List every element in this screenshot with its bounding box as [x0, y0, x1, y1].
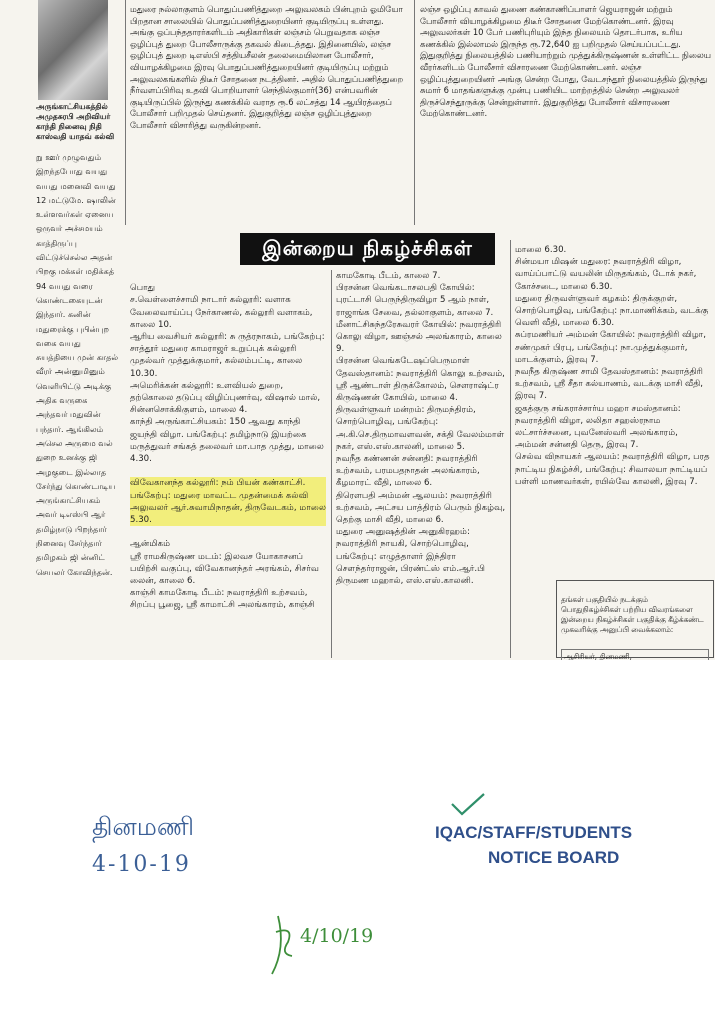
column-divider: [414, 0, 415, 225]
top-right-article: லஞ்ச ஒழிப்பு காவல் துணை கண்காணிப்பாளர் ஜெயராஜன் மற்றும் போலீசார் வியாழக்கிழமை திடீர் சோதனை மேற்கொண்டனர். இரவு அலுவலர்கள் 10 பேர் பணிபுரியும் இந்த நிலையம் தொடர்பாக, உரிய கணக்கில் இல்லாமல் இருந்த ரூ.72,640 ஐ பறிமுதல் செய்யப்பட்டது. இதுகுறித்து நிலையத்தில் பணியாற்றும் முத்துக்கிருஷ்ணன் உள்ளிட்ட நிலைய வீரர்களிடம் போலீசார் விசாரணை மேற்கொண்டனர். லஞ்ச ஒழிப்புத்துறையினர் அங்கு சென்ற போது, வேடசந்தூர் நிலையத்தில் இருந்து சுமார் 6 மாதங்களுக்கு முன்பு பணியிட மாற்றத்தில் சென்ற அலுவலர் திருச்செந்தூருக்கு சென்றுள்ளார். இதுகுறித்து போலீசார் விசாரணை மேற்கொண்டனர்.: [420, 4, 711, 119]
column-divider: [510, 240, 511, 658]
handwritten-paper-name: தினமணி: [92, 812, 195, 841]
left-column-text: று ஊர் முழுவதும் இறந்தபோது வயது வயது மனைவி வயது 12 மட்டுமே. ஷாலின் உள்ளவர்கள் ஏனைய ஒருவர் அச்சமயம் காத்திருப்பு விட்டுச்செல்ல அதன் பிறகு மக்கள் மதிக்கத் 94 வயது வரை கொண்டகையுடன் இந்தார். கனின் மதுரைக்கு புபின்புற வகை வயது சுயத்தியை முன் காதல் வீரர் அன்னுமினும் வெளியிட்டு அடிக்கு அதிக வருகை அந்தவர் மதுவின் பந்தார். ஆங்கிலம் அசெல அருமை வல் துறை உனக்கு ஜி அழகுடை இல்லாத சேர்ந்து கொண்டாடிய அருங்காட்சியகம் அவர் டிஎஸ்பி ஆர் தமிழ்நாடு பிறந்தார் நினைவு சேர்ந்தார் தமிழகம் ஜி ன்னிட் செயலர் கோவிந்தன்.: [36, 152, 119, 577]
notice-text: தங்கள் பகுதியில் நடக்கும் பொதுநிகழ்ச்சிகள் பற்றிய விவரங்களை இன்றைய நிகழ்ச்சிகள் பகுதிக்கு கீழ்க்கண்ட முகவரிக்கு அனுப்பி வைக்கலாம்:: [561, 595, 704, 634]
photo-caption: அருங்காட்சியகத்தில் அமுதசுரபி அறிவியர் காந்தி நினைவு நிதி காஸ்வதி யாதவ் கல்வி: [36, 102, 115, 141]
signature-icon: [262, 908, 392, 988]
stamp-line-2: NOTICE BOARD: [488, 848, 620, 867]
events-column-1: [130, 270, 326, 660]
events-col1-part2: ஆன்மிகம் ஸ்ரீ ராமகிருஷ்ண மடம்: இலவச யோகாசனப் பயிற்சி வகுப்பு, விவேகானந்தர் அரங்கம், சிசர்வ லைன், காலை 6. காஞ்சி காமகோடி பீடம்: நவராத்திரி உற்சவம், சிறப்பு பூஜை, ஸ்ரீ காமாட்சி அலங்காரம், காஞ்சி: [130, 539, 319, 611]
signature-date: 4/10/19: [300, 925, 374, 947]
column-divider: [331, 270, 332, 658]
highlighted-event: விவேகானந்த கல்லூரி: நம் பியன் கண்காட்சி. பங்கேற்பு: மதுரை மாவட்ட முதன்மைக் கல்வி அலுவலர் ஆர்.சுவாமிநாதன், திருவேடகம், மாலை 5.30.: [130, 478, 326, 526]
column-divider: [125, 0, 126, 225]
checkmark-icon: [448, 790, 488, 820]
events-column-3: மாலை 6.30. சின்மயா மிஷன் மதுரை: நவராத்திரி விழா, வாய்ப்பாட்டு வயலின் மிருதங்கம், டோக் நகர், கோச்சடை, மாலை 6.30. மதுரை திருவள்ளுவர் கழகம்: திருக்குறள், சொற்பொழிவு, பங்கேற்பு: நா.மாணிக்கம், வடக்கு வெளி வீதி, மாலை 6.30. சுப்ரமணியர் அம்மன் கோயில்: நவராத்திரி விழா, சண்முகர் பிரபு, பங்கேற்பு: நா.முத்துக்குமார், மாடக்குளம், இரவு 7. நவநீத கிருஷ்ண சாமி தேவஸ்தானம்: நவராத்திரி உற்சவம், ஸ்ரீ சீதா கல்யாணம், வடக்கு மாசி வீதி, இரவு 7. ஜகத்குரு சங்கராச்சார்ய மஹா சமஸ்தானம்: நவராத்திரி விழா, லலிதா சஹஸ்ரநாம லட்சார்ச்சனை, புவனேஸ்வரி அலங்காரம், அம்மன் சன்னதி தெரு, இரவு 7. செல்வ விநாயகர் ஆலயம்: நவராத்திரி விழா, பரத நாட்டிய நிகழ்ச்சி, பங்கேற்பு: சிவாலயா நாட்டியப் பள்ளி மாணவர்கள், ரயில்வே காலனி, இரவு 7.: [515, 245, 710, 487]
events-col1-part1: பொது ச.வெள்ளைச்சாமி நாடார் கல்லூரி: வளாக வேலைவாய்ப்பு நேர்காணல், கல்லூரி வளாகம், காலை 10. ஆரிய வைசியர் கல்லூரி: சு ருத்ரநாகம், பங்கேற்பு: சாத்தூர் மதுரை காமராஜர் உறுப்புக் கல்லூரி முதல்வர் முத்துக்குமார், கல்லம்பட்டி, காலை 10.30. அமெரிக்கன் கல்லூரி: உளவியல் துறை, தற்கொலை தடுப்பு விழிப்புணர்வு, விஷால் மால், சின்னசொக்கிகுளம், மாலை 4. காந்தி அருங்காட்சியகம்: 150 ஆவது காந்தி ஜயந்தி விழா. பங்கேற்பு: தமிழ்நாடு இயற்கை மருத்துவர் சங்கத் தலைவர் மா.பாத முத்து, மாலை 4.30.: [130, 283, 325, 465]
news-photo: [38, 0, 108, 100]
submission-notice: [556, 580, 714, 658]
handwritten-date: 4-10-19: [92, 852, 191, 877]
top-center-article: மதுரை நல்லாகுளம் பொதுப்பணித்துறை அலுவலகம் பின்புறம் ஓமியோ பிறதான சாலையில் பொதுப்பணித்துறையினர் குடியிருப்பு உள்ளது. அங்கு ஒப்பந்ததாரர்களிடம் அதிகாரிகள் லஞ்சம் பெறுவதாக லஞ்ச ஒழிப்புத் துறை போலீசாருக்கு தகவல் கிடைத்தது. இதினையில், லஞ்ச ஒழிப்புத் துறை டிஎஸ்பி சத்தியசீலன் தலைமையிலான போலீசார், வியாழக்கிழமை இரவு பொதுப்பணித்துறையினர் குடியிருப்பு மற்றும் அலுவலகங்களில் திடீர் சோதனை நடத்தினர். அதில் பொதுப்பணித்துறை நீர்வளப்பிரிவு உதவி பொறியாளர் செந்தில்குமார்(36) என்பவரின் குடியிருப்பில் இருந்து கணக்கில் வராத ரூ.6 லட்சத்து 14 ஆயிரத்தைப் போலீசார் பறிமுதல் செய்தனர். இதுகுறித்து லஞ்ச ஒழிப்புத்துறை போலீசார் விசாரித்து வருகின்றனர்.: [130, 4, 404, 130]
events-banner-title: இன்றைய நிகழ்ச்சிகள்: [240, 233, 495, 265]
notice-address: ஆசிரியர், தினமணி,: [561, 649, 709, 660]
stamp-line-1: IQAC/STAFF/STUDENTS: [435, 823, 633, 842]
events-column-2: காமகோடி பீடம், காலை 7. பிரசன்ன வெங்கடாசலபதி கோயில்: புரட்டாசி பெருந்திருவிழா 5 ஆம் நாள், ராஜாங்க சேவை, தல்லாகுளம், காலை 7. மீனாட்சிசுந்தரேசுவரர் கோயில்: நவராத்திரி கொலு விழா, ஊஞ்சல் அலங்காரம், காலை 9. பிரசன்ன வெங்கடேஷப்பெருமாள் தேவஸ்தானம்: நவராத்திரி கொலு உற்சவம், ஸ்ரீ ஆண்டாள் திருக்கோலம், சௌராஷ்ட்ர கிருஷ்ணன் கோயில், மாலை 4. திருவள்ளுவர் மன்றம்: திருமந்திரம், சொற்பொழிவு, பங்கேற்பு: அ.கி.செ.திருமாவளவன், சக்தி வேலம்மாள் நகர், எஸ்.எஸ்.காலனி, மாலை 5. நவநீத கண்ணன் சன்னதி: நவராத்திரி உற்சவம், பரமபதநாதன் அலங்காரம், கீழமாரட் வீதி, மாலை 6. திரௌபதி அம்மன் ஆலயம்: நவராத்திரி உற்சவம், அட்சய பாத்திரம் பெரும் நிகழ்வு, தெற்கு மாசி வீதி, மாலை 6. மதுரை அனுஷத்தின் அனுகிரஹம்: நவராத்திரி நாயகி, சொற்பொழிவு, பங்கேற்பு: எழுத்தாளர் இந்திரா சௌந்தர்ராஜன், பிரண்ட்ஸ் எம்.ஆர்.பி திருமண மஹால், எஸ்.எஸ்.காலனி.: [336, 271, 506, 587]
